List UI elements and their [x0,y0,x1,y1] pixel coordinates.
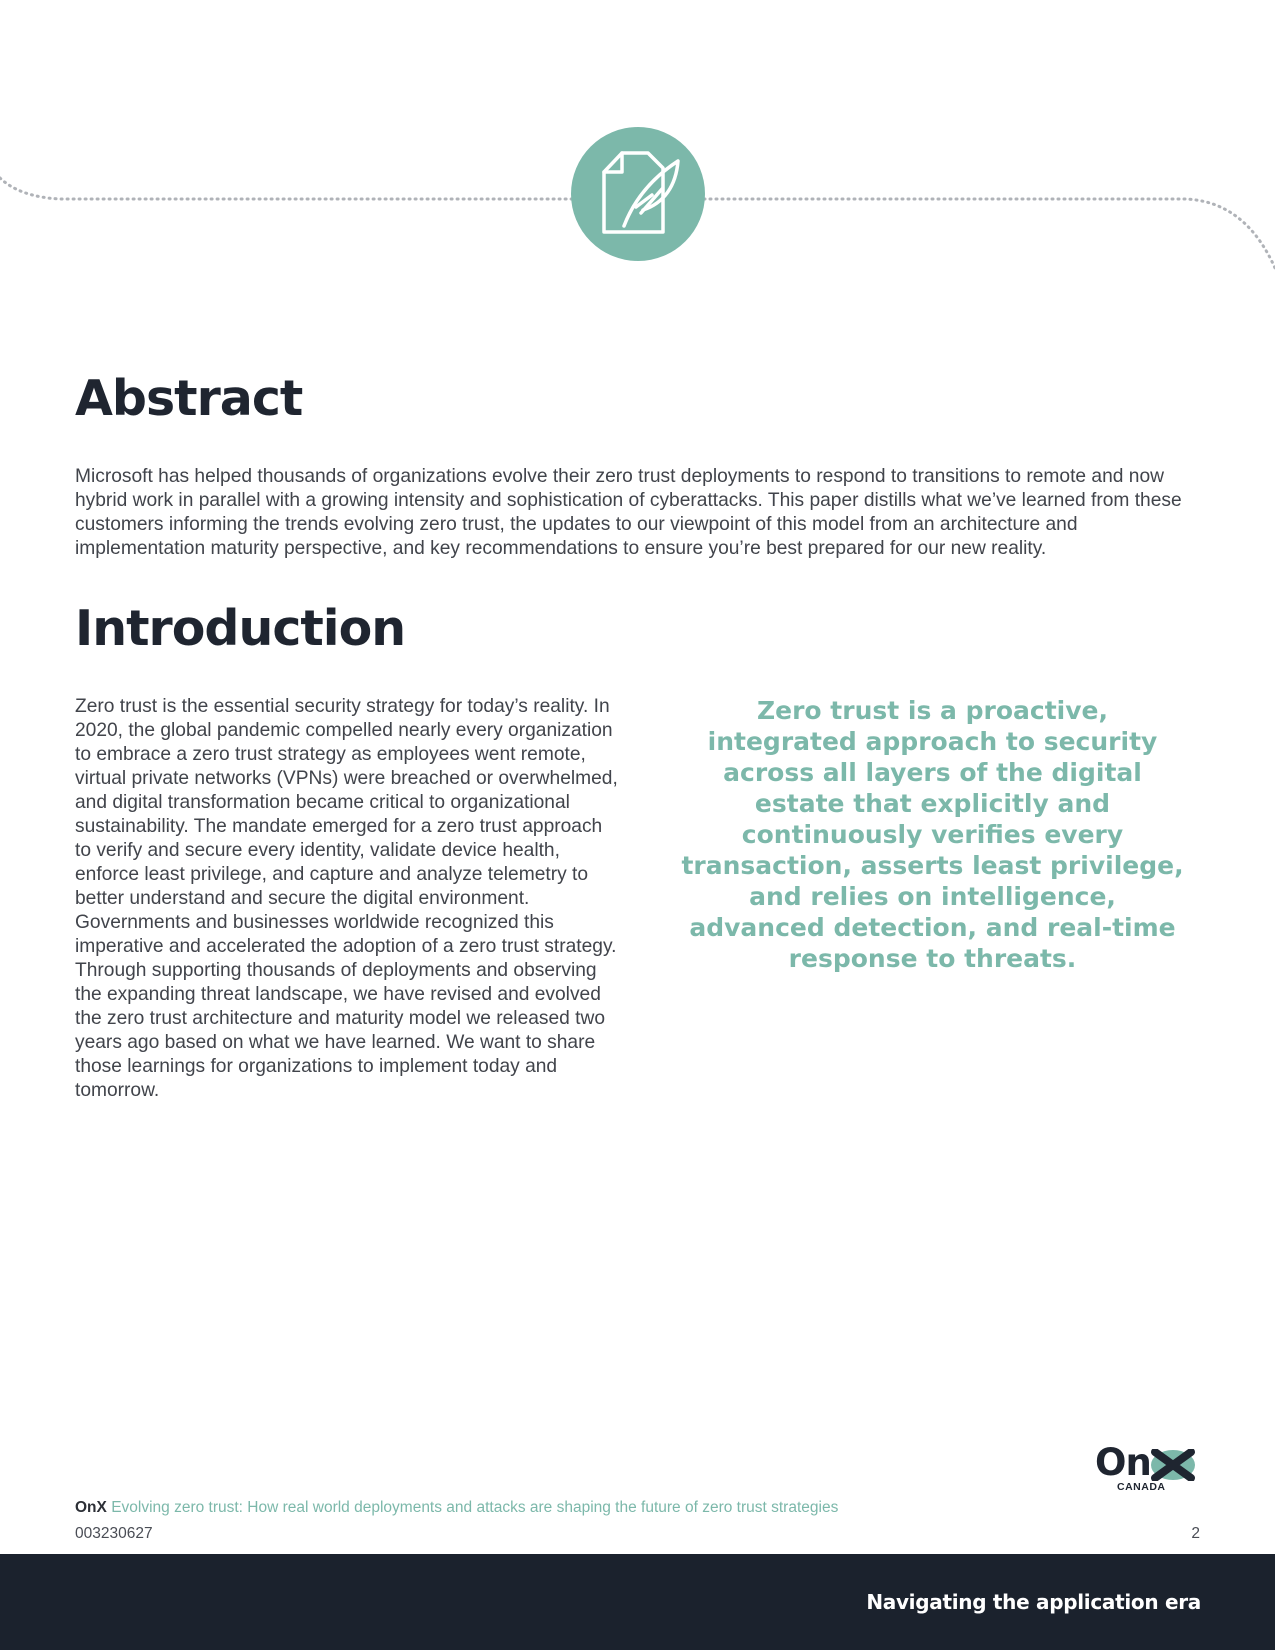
abstract-heading: Abstract [75,370,303,427]
pull-quote: Zero trust is a proactive, integrated approach to security across all layers of the digital estate that explicitly and continuously verifies every transaction, asserts least privilege, and relies on intelligence, advanced detection, and real-time response to threats. [681,696,1184,973]
dotted-divider-line-right [704,199,1275,268]
header-decoration [0,0,1275,300]
abstract-paragraph: Microsoft has helped thousands of organizations evolve their zero trust deployments to respond to transitions to remote and now hybrid work in parallel with a growing intensity and sophistication of cyberattacks. This paper distills what we’ve learned from these customers informing the trends evolving zero trust, the updates to our viewpoint of this model from an architecture and implementation maturity perspective, and key recommendations to ensure you’re best prepared for our new reality. [75,466,1182,559]
footer-document-title [75,1499,838,1517]
band-tagline: Navigating the application era [866,1590,1201,1614]
bottom-band [0,1554,1275,1650]
document-number: 003230627 [75,1525,153,1542]
icon-circle [571,127,705,261]
onx-canada-logo [1094,1442,1200,1494]
logo-x-icon [1150,1449,1196,1481]
introduction-heading: Introduction [75,600,406,657]
footer-brand: OnX [75,1499,107,1516]
dotted-divider-line [0,178,572,199]
logo-subtitle: CANADA [1117,1481,1166,1493]
footer-title-text: Evolving zero trust: How real world deployments and attacks are shaping the future of zero trust strategies [111,1499,839,1516]
logo-wordmark: On [1095,1441,1151,1484]
page-number: 2 [1191,1525,1200,1542]
introduction-paragraph: Zero trust is the essential security strategy for today’s reality. In 2020, the global pandemic compelled nearly every organization to embrace a zero trust strategy as employees went remote, virtual private networks (VPNs) were breached or overwhelmed, and digital transformation became critical to organizational sustainability. The mandate emerged for a zero trust approach to verify and secure every identity, validate device health, enforce least privilege, and capture and analyze telemetry to better understand and secure the digital environment. Governments and businesses worldwide recognized this imperative and accelerated the adoption of a zero trust strategy. Through supporting thousands of deployments and observing the expanding threat landscape, we have revised and evolved the zero trust architecture and maturity model we released two years ago based on what we have learned. We want to share those learnings for organizations to implement today and tomorrow. [75,696,618,1101]
